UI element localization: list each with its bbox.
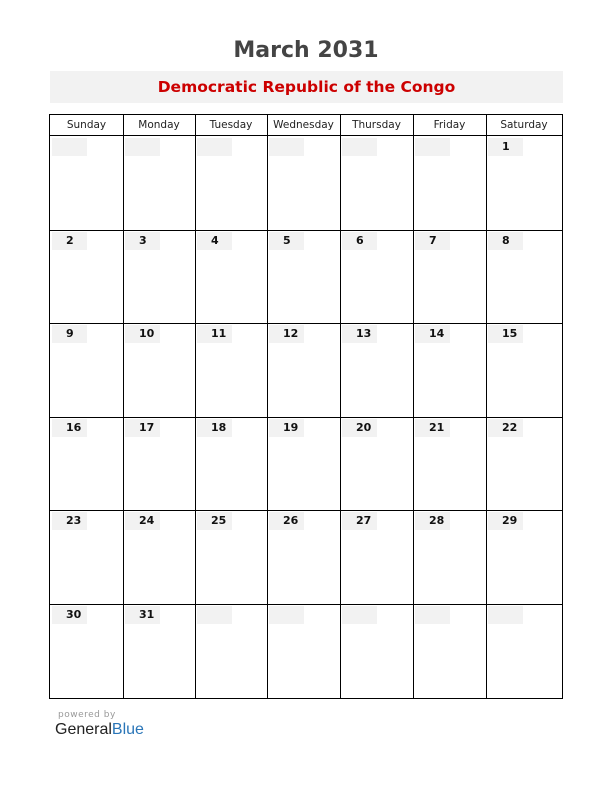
- day-cell-5[interactable]: [268, 230, 340, 324]
- day-number: 3: [125, 232, 160, 250]
- day-number: 2: [52, 232, 87, 250]
- weekday-header-tuesday: Tuesday: [209, 119, 253, 131]
- empty-day-cell[interactable]: [124, 136, 195, 230]
- day-number: 12: [269, 325, 304, 343]
- empty-day-marker: [488, 606, 523, 624]
- day-cell-29[interactable]: [487, 510, 562, 604]
- day-number: 22: [488, 419, 523, 437]
- day-cell-9[interactable]: [51, 323, 123, 417]
- day-cell-23[interactable]: [51, 510, 123, 604]
- day-number: 14: [415, 325, 450, 343]
- empty-day-cell[interactable]: [341, 136, 413, 230]
- empty-day-cell[interactable]: [487, 604, 562, 698]
- day-number: 25: [197, 512, 232, 530]
- day-number: 19: [269, 419, 304, 437]
- day-number: 13: [342, 325, 377, 343]
- day-cell-4[interactable]: [196, 230, 267, 324]
- empty-day-marker: [415, 606, 450, 624]
- brand-blue: Blue: [111, 721, 144, 738]
- brand-general: General: [55, 721, 112, 738]
- country-name: Democratic Republic of the Congo: [157, 78, 456, 96]
- day-number: 29: [488, 512, 523, 530]
- page-title: March 2031: [233, 38, 379, 63]
- empty-day-marker: [269, 606, 304, 624]
- day-number: 17: [125, 419, 160, 437]
- day-cell-19[interactable]: [268, 417, 340, 511]
- day-number: 6: [342, 232, 377, 250]
- day-cell-18[interactable]: [196, 417, 267, 511]
- day-number: 18: [197, 419, 232, 437]
- day-number: 9: [52, 325, 87, 343]
- day-cell-16[interactable]: [51, 417, 123, 511]
- day-cell-10[interactable]: [124, 323, 195, 417]
- day-number: 5: [269, 232, 304, 250]
- day-number: 27: [342, 512, 377, 530]
- day-cell-12[interactable]: [268, 323, 340, 417]
- empty-day-cell[interactable]: [268, 604, 340, 698]
- weekday-header-monday: Monday: [138, 119, 180, 131]
- day-cell-11[interactable]: [196, 323, 267, 417]
- day-cell-21[interactable]: [414, 417, 486, 511]
- calendar-grid: [49, 114, 563, 699]
- empty-day-marker: [342, 138, 377, 156]
- day-number: 4: [197, 232, 232, 250]
- day-number: 21: [415, 419, 450, 437]
- day-number: 28: [415, 512, 450, 530]
- day-number: 7: [415, 232, 450, 250]
- weekday-header-friday: Friday: [433, 119, 466, 131]
- day-cell-14[interactable]: [414, 323, 486, 417]
- day-cell-25[interactable]: [196, 510, 267, 604]
- country-banner: [50, 71, 563, 103]
- day-cell-27[interactable]: [341, 510, 413, 604]
- day-cell-15[interactable]: [487, 323, 562, 417]
- day-cell-24[interactable]: [124, 510, 195, 604]
- day-number: 23: [52, 512, 87, 530]
- empty-day-marker: [197, 138, 232, 156]
- day-number: 11: [197, 325, 232, 343]
- empty-day-cell[interactable]: [196, 604, 267, 698]
- day-cell-2[interactable]: [51, 230, 123, 324]
- empty-day-marker: [52, 138, 87, 156]
- day-number: 10: [125, 325, 160, 343]
- generalblue-logo[interactable]: [55, 721, 144, 739]
- day-number: 24: [125, 512, 160, 530]
- day-cell-28[interactable]: [414, 510, 486, 604]
- day-number: 1: [488, 138, 523, 156]
- empty-day-marker: [269, 138, 304, 156]
- day-cell-3[interactable]: [124, 230, 195, 324]
- empty-day-cell[interactable]: [341, 604, 413, 698]
- day-number: 20: [342, 419, 377, 437]
- weekday-header-wednesday: Wednesday: [273, 119, 334, 131]
- empty-day-marker: [125, 138, 160, 156]
- day-cell-20[interactable]: [341, 417, 413, 511]
- weekday-header-sunday: Sunday: [66, 119, 107, 131]
- empty-day-cell[interactable]: [414, 604, 486, 698]
- empty-day-marker: [415, 138, 450, 156]
- day-number: 31: [125, 606, 160, 624]
- day-cell-17[interactable]: [124, 417, 195, 511]
- day-number: 8: [488, 232, 523, 250]
- day-number: 30: [52, 606, 87, 624]
- weekday-header-saturday: Saturday: [500, 119, 548, 131]
- day-cell-13[interactable]: [341, 323, 413, 417]
- empty-day-cell[interactable]: [51, 136, 123, 230]
- empty-day-marker: [342, 606, 377, 624]
- day-cell-31[interactable]: [124, 604, 195, 698]
- day-cell-22[interactable]: [487, 417, 562, 511]
- day-cell-7[interactable]: [414, 230, 486, 324]
- powered-by-label: powered by: [58, 710, 116, 720]
- day-cell-26[interactable]: [268, 510, 340, 604]
- day-cell-6[interactable]: [341, 230, 413, 324]
- empty-day-cell[interactable]: [268, 136, 340, 230]
- day-cell-30[interactable]: [51, 604, 123, 698]
- weekday-header-thursday: Thursday: [352, 119, 401, 131]
- empty-day-cell[interactable]: [414, 136, 486, 230]
- day-number: 15: [488, 325, 523, 343]
- day-number: 26: [269, 512, 304, 530]
- day-number: 16: [52, 419, 87, 437]
- day-cell-8[interactable]: [487, 230, 562, 324]
- empty-day-cell[interactable]: [196, 136, 267, 230]
- empty-day-marker: [197, 606, 232, 624]
- day-cell-1[interactable]: [487, 136, 562, 230]
